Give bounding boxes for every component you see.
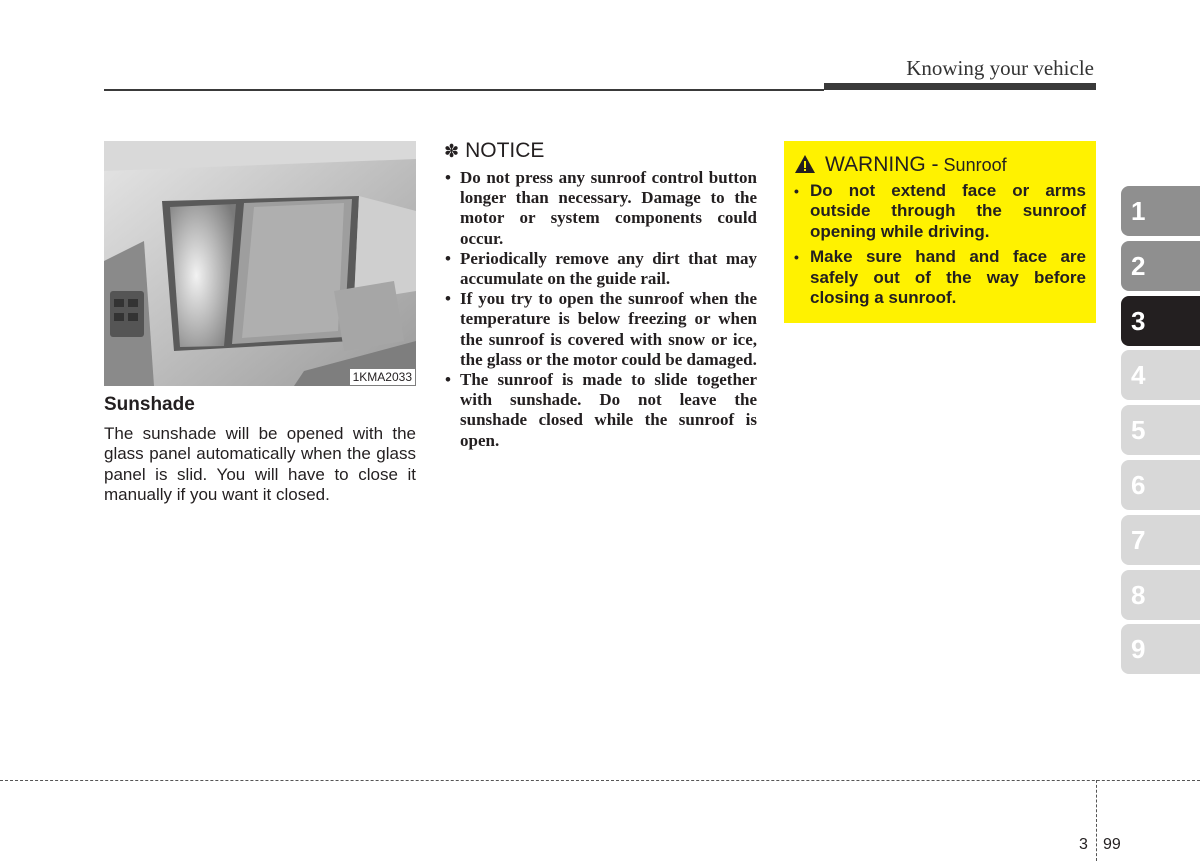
notice-list [444, 168, 757, 451]
chapter-tab-9[interactable]: 9 [1121, 624, 1200, 674]
footer-vertical-divider [1096, 780, 1097, 861]
page-chapter-number: 3 [1079, 836, 1088, 853]
page-number: 99 [1103, 836, 1121, 853]
chapter-tab-5[interactable]: 5 [1121, 405, 1200, 455]
warning-item: • Do not extend face or arms outside through the sunroof opening while driving. [794, 181, 1086, 242]
chapter-tabs [1121, 186, 1200, 679]
chapter-tab-7[interactable]: 7 [1121, 515, 1200, 565]
header-rule-thin [104, 89, 824, 91]
chapter-tab-8[interactable]: 8 [1121, 570, 1200, 620]
notice-item: • Periodically remove any dirt that may accumulate on the guide rail. [444, 249, 757, 289]
notice-star-icon: ✽ [444, 141, 460, 161]
chapter-tab-1[interactable]: 1 [1121, 186, 1200, 236]
notice-title: NOTICE [465, 139, 545, 162]
sunshade-heading: Sunshade [104, 394, 195, 415]
notice-item: • The sunroof is made to slide together with sunshade. Do not leave the sunshade closed while the sunroof is open. [444, 370, 757, 451]
notice-item: • Do not press any sunroof control button longer than necessary. Damage to the motor or system components could occur. [444, 168, 757, 249]
warning-list [794, 181, 1086, 308]
sunshade-body: The sunshade will be opened with the glass panel automatically when the glass panel is slid. You will have to close it manually if you want it closed. [104, 424, 416, 505]
chapter-tab-6[interactable]: 6 [1121, 460, 1200, 510]
warning-title: WARNING - [825, 153, 939, 176]
warning-item: • Make sure hand and face are safely out of the way before closing a sunroof. [794, 247, 1086, 308]
footer-divider [0, 780, 1200, 781]
header-rule-thick [824, 83, 1096, 90]
sunroof-photo [104, 141, 416, 386]
warning-box [784, 141, 1096, 323]
chapter-tab-4[interactable]: 4 [1121, 350, 1200, 400]
header-title: Knowing your vehicle [906, 56, 1094, 80]
figure-code: 1KMA2033 [350, 369, 415, 385]
notice-item: • If you try to open the sunroof when the temperature is below freezing or when the sunroof is covered with snow or ice, the glass or the motor could be damaged. [444, 289, 757, 370]
sunroof-photo-illustration [104, 141, 416, 386]
notice-heading [444, 139, 544, 163]
warning-triangle-icon [794, 154, 816, 174]
warning-heading [794, 153, 1086, 177]
chapter-tab-2[interactable]: 2 [1121, 241, 1200, 291]
warning-subtitle: Sunroof [943, 155, 1007, 175]
chapter-tab-3[interactable]: 3 [1121, 296, 1200, 346]
